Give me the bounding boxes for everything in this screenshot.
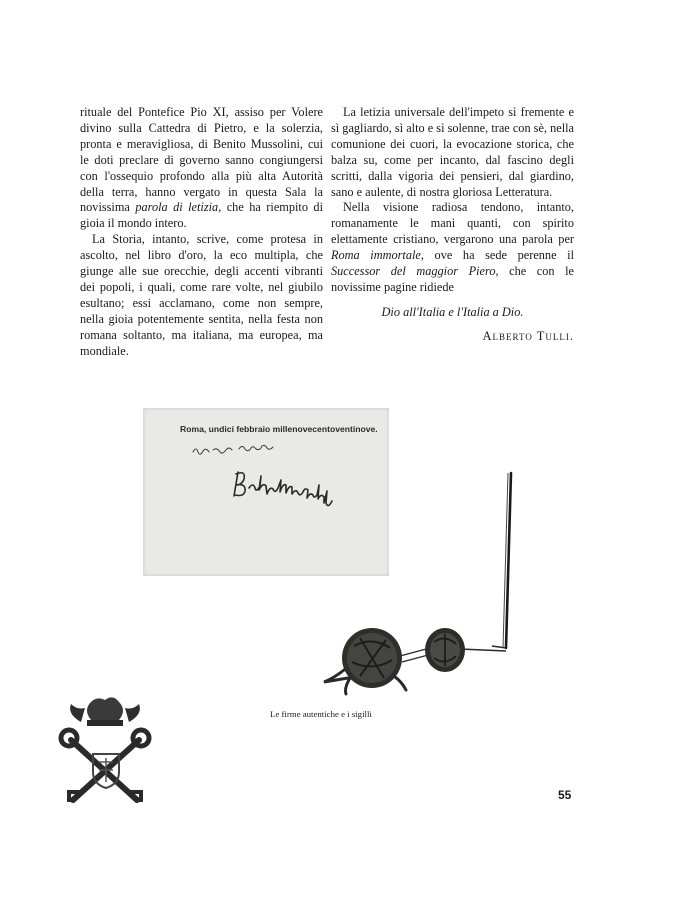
left-column xyxy=(80,105,323,360)
paragraph-left-2: La Storia, intanto, scrive, come protesa in ascolto, nel libro d'oro, la eco multipla, che giunge alle sue orecchie, degli accenti vibranti dei popoli, i quali, come rare volte, nel giubilo esultano; essi acclamano, come non sempre, nella gioia potentemente sentita, nella festa non romana soltanto, ma italiana, ma europea, ma mondiale. xyxy=(80,232,323,358)
text-run: rituale del Pontefice Pio XI, assiso per Volere divino sulla Cattedra di Pietro, e la solerzia, pronta e meravigliosa, di Benito Mussolini, cui le doti preclare di governo sanno congiungersi con l'ossequio profondo alla più alta Autorità della terra, hanno vergato in questa Sala la novissima xyxy=(80,105,323,215)
italic-phrase: Successor del maggior Piero xyxy=(331,264,496,279)
author-signature: Alberto Tulli. xyxy=(482,328,574,343)
closing-motto: Dio all'Italia e l'Italia a Dio. xyxy=(381,304,524,319)
right-column xyxy=(331,105,574,345)
figure-caption: Le firme autentiche e i sigilli xyxy=(270,709,372,719)
text-run: Nella visione radiosa tendono, intanto, romanamente le mani quanti, con spirito elettamente cristiano, vergarono una parola per xyxy=(331,200,574,247)
italic-phrase: parola di letizia xyxy=(135,200,219,215)
text-run: , che ha riempito di gioia il mondo intero. xyxy=(80,200,323,231)
page-number: 55 xyxy=(558,788,572,802)
date-line: Roma, undici febbraio millenovecentoventinove. xyxy=(180,424,378,434)
paragraph-left-1 xyxy=(80,105,323,232)
papal-keys-emblem xyxy=(57,692,155,812)
paragraph-right-2 xyxy=(331,200,574,295)
wax-seals-graphic xyxy=(310,470,530,700)
text-run: , che con le novissime pagine ridiede xyxy=(331,264,574,294)
italic-phrase: Roma immortale xyxy=(331,248,421,263)
text-run: , ove ha sede perenne il xyxy=(420,248,574,263)
paragraph-right-1: La letizia universale dell'impeto sì fremente e sì gagliardo, sì alto e sì solenne, trae con sè, nella comunione dei cuori, la evocazione storica, che balza su, come per incanto, dal fascino degli scritti, dalla vigoria dei pensieri, dal giardino, sano e aulente, di nostra gloriosa Letteratura. xyxy=(331,105,574,199)
